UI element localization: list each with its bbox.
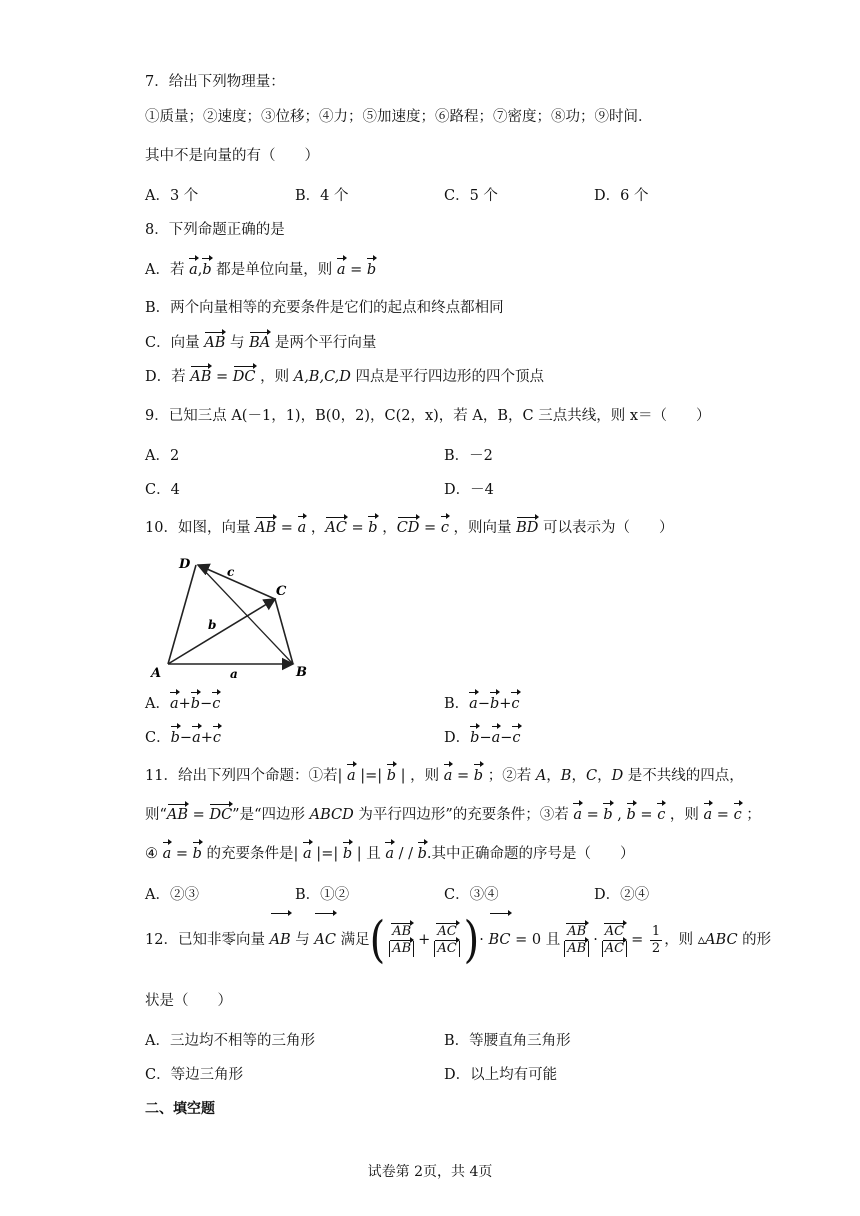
- q12-option-a: A．三边均不相等的三角形: [145, 1033, 315, 1049]
- q11-line-2: 则“AB = DC”是“四边形 ABCD 为平行四边形”的充要条件；③若 a = b , b = c ，则 a = c ；: [145, 807, 761, 823]
- q11-line-3: ④ a = b 的充要条件是| a |=| b | 且 a / / b.其中正确命题的序号是（ ）: [145, 846, 635, 862]
- q8-option-d: D．若 AB = DC ，则 A,B,C,D 四点是平行四边形的四个顶点: [145, 369, 544, 385]
- q12-option-d: D．以上均有可能: [444, 1067, 558, 1083]
- q9-option-a: A．2: [145, 448, 180, 464]
- q7-list: ①质量；②速度；③位移；④力；⑤加速度；⑥路程；⑦密度；⑧功；⑨时间．: [145, 109, 653, 125]
- q7-stem: 7．给出下列物理量：: [145, 74, 285, 90]
- q9-option-d: D．－4: [444, 482, 494, 498]
- q9-option-b: B．－2: [444, 448, 493, 464]
- q10-option-b: B．a−b+c: [444, 696, 520, 712]
- q7-option-b: B．4 个: [295, 188, 349, 204]
- label-a: A: [151, 666, 162, 681]
- q11-option-c: C．③④: [444, 887, 499, 903]
- q8-option-c: C．向量 AB 与 BA 是两个平行向量: [145, 335, 377, 351]
- q12-line-1: 12．已知非零向量 AB 与 AC 满足( $\frac{AB}{AB}$ + $\frac{AC}{AC}$ )· BC = 0 且 $\frac{AB}{AB}$ · $\frac{AC}{AC}$ = $\frac{1}{2}$ ，则 ▵ABC 的形: [145, 911, 772, 969]
- q9-option-c: C．4: [145, 482, 180, 498]
- q10-stem: 10．如图，向量 AB = a ，AC = b ，CD = c ，则向量 BD 可以表示为（ ）: [145, 520, 674, 536]
- section-heading: 二、填空题: [145, 1101, 215, 1117]
- page-footer: 试卷第 2页，共 4页: [367, 1164, 493, 1180]
- q7-option-a: A．3 个: [145, 188, 199, 204]
- q7-option-c: C．5 个: [444, 188, 498, 204]
- q10-option-a: A．a+b−c: [145, 696, 221, 712]
- q12-option-b: B．等腰直角三角形: [444, 1033, 571, 1049]
- label-c: C: [276, 584, 287, 599]
- q9-stem: 9．已知三点 A(－1，1)，B(0，2)，C(2，x)，若 A，B，C 三点共线，则 x＝（ ）: [145, 408, 711, 424]
- label-a-vector: a: [230, 667, 238, 681]
- edge-cd: [198, 565, 275, 599]
- q11-option-d: D．②④: [594, 887, 650, 903]
- q11-line-3-tail: .其中正确命题的序号是（ ）: [426, 846, 635, 862]
- q7-ask: 其中不是向量的有（ ）: [145, 148, 319, 164]
- label-b: B: [296, 665, 307, 680]
- q12-option-c: C．等边三角形: [145, 1067, 244, 1083]
- q11-option-a: A．②③: [145, 887, 199, 903]
- q10-option-d: D．b−a−c: [444, 730, 521, 746]
- label-d: D: [179, 557, 191, 572]
- q10-option-c: C．b−a+c: [145, 730, 221, 746]
- q11-line-1: 11．给出下列四个命题：①若| a |=| b | ，则 a = b ；②若 A，B，C，D 是不共线的四点，: [145, 768, 744, 784]
- q8-option-b: B．两个向量相等的充要条件是它们的起点和终点都相同: [145, 300, 504, 316]
- q7-option-d: D．6 个: [594, 188, 649, 204]
- label-b-vector: b: [208, 618, 217, 632]
- q12-line-2: 状是（ ）: [145, 993, 232, 1009]
- q11-option-b: B．①②: [295, 887, 350, 903]
- label-c-vector: c: [227, 565, 235, 579]
- q8-option-a: A．若 a,b 都是单位向量，则 a = b: [145, 262, 377, 278]
- q10-figure: [145, 552, 320, 682]
- q8-stem: 8．下列命题正确的是: [145, 222, 285, 238]
